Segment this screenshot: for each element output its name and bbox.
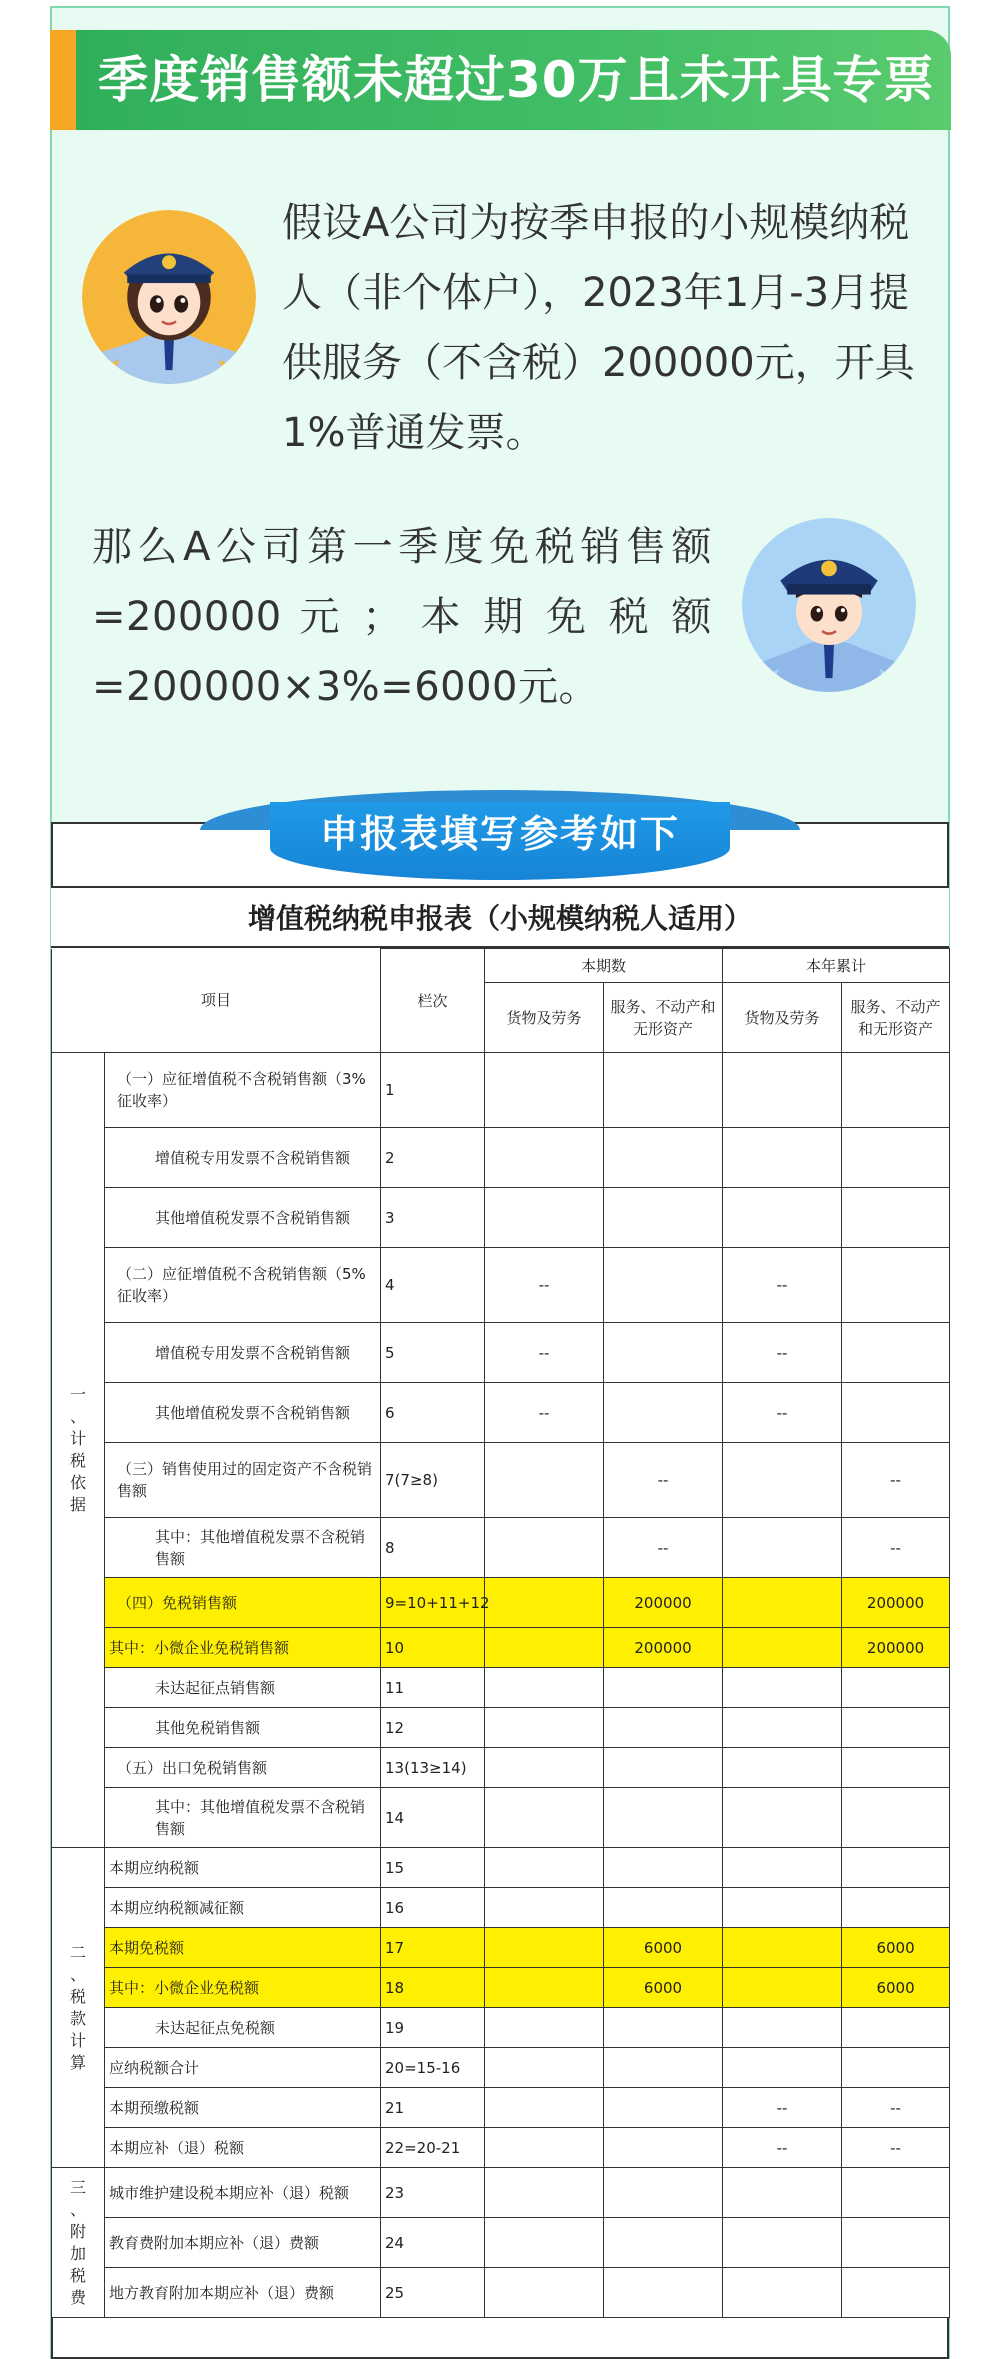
cell-current-services <box>604 1323 723 1383</box>
cell-current-goods <box>485 1053 604 1128</box>
cell-year-services <box>842 1708 950 1748</box>
row-column-no: 11 <box>381 1668 485 1708</box>
row-column-no: 8 <box>381 1518 485 1578</box>
row-item-label: 本期免税额 <box>105 1928 381 1968</box>
cell-year-goods <box>723 1518 842 1578</box>
female-tax-officer-avatar <box>82 210 256 384</box>
cell-current-goods <box>485 1628 604 1668</box>
row-column-no: 2 <box>381 1128 485 1188</box>
cell-year-goods <box>723 2268 842 2318</box>
table-row <box>52 1888 950 1928</box>
cell-current-services <box>604 2268 723 2318</box>
calculation-line-3: =200000×3%=6000元。 <box>92 664 599 710</box>
table-row <box>52 1383 950 1443</box>
cell-year-services: 200000 <box>842 1578 950 1628</box>
cell-year-goods <box>723 1888 842 1928</box>
cell-current-goods <box>485 2168 604 2218</box>
cell-current-goods <box>485 1928 604 1968</box>
table-row <box>52 2008 950 2048</box>
header-current-period: 本期数 <box>485 949 723 983</box>
title-banner <box>50 30 951 130</box>
row-column-no: 3 <box>381 1188 485 1248</box>
cell-year-services <box>842 2268 950 2318</box>
cell-current-goods <box>485 1888 604 1928</box>
row-item-label: 其中：小微企业免税额 <box>105 1968 381 2008</box>
row-item-label: 本期预缴税额 <box>105 2088 381 2128</box>
cell-current-services <box>604 1053 723 1128</box>
calculation-paragraph <box>92 512 712 722</box>
male-tax-officer-avatar <box>742 518 916 692</box>
cell-year-goods <box>723 1668 842 1708</box>
row-column-no: 6 <box>381 1383 485 1443</box>
header-year-cumulative: 本年累计 <box>723 949 950 983</box>
table-row <box>52 1668 950 1708</box>
calculation-line-1: 那么A公司第一季度免税销售额 <box>92 524 712 570</box>
section-tax-calculation: 二 、 税 款 计 算 <box>52 1848 105 2168</box>
cell-year-services <box>842 1128 950 1188</box>
scenario-paragraph: 假设A公司为按季申报的小规模纳税人（非个体户），2023年1月-3月提供服务（不含税）200000元，开具1%普通发票。 <box>282 200 915 456</box>
header-goods-labor-year: 货物及劳务 <box>723 983 842 1053</box>
row-column-no: 24 <box>381 2218 485 2268</box>
header-item: 项目 <box>52 949 381 1053</box>
table-row <box>52 1708 950 1748</box>
table-row <box>52 1968 950 2008</box>
row-column-no: 14 <box>381 1788 485 1848</box>
table-row <box>52 2218 950 2268</box>
row-item-label: 城市维护建设税本期应补（退）税额 <box>105 2168 381 2218</box>
row-column-no: 4 <box>381 1248 485 1323</box>
cell-current-goods <box>485 1708 604 1748</box>
cell-current-services <box>604 1128 723 1188</box>
row-column-no: 21 <box>381 2088 485 2128</box>
cell-year-goods <box>723 1188 842 1248</box>
row-item-label: 未达起征点销售额 <box>105 1668 381 1708</box>
cell-year-services: -- <box>842 1443 950 1518</box>
cell-year-goods <box>723 2048 842 2088</box>
row-item-label: 地方教育附加本期应补（退）费额 <box>105 2268 381 2318</box>
table-row <box>52 2168 950 2218</box>
row-item-label: （一）应征增值税不含税销售额（3%征收率） <box>105 1053 381 1128</box>
cell-year-services <box>842 2168 950 2218</box>
cell-year-services: 200000 <box>842 1628 950 1668</box>
cell-current-goods <box>485 1188 604 1248</box>
cell-year-goods <box>723 1788 842 1848</box>
cell-current-goods <box>485 2218 604 2268</box>
cell-year-services: 6000 <box>842 1968 950 2008</box>
row-column-no: 10 <box>381 1628 485 1668</box>
row-item-label: 其中：其他增值税发票不含税销售额 <box>105 1788 381 1848</box>
cell-current-goods <box>485 1788 604 1848</box>
cell-current-goods <box>485 2268 604 2318</box>
cell-current-services <box>604 2048 723 2088</box>
cell-current-services: 200000 <box>604 1578 723 1628</box>
row-column-no: 5 <box>381 1323 485 1383</box>
cell-year-goods: -- <box>723 2088 842 2128</box>
cell-year-services <box>842 1788 950 1848</box>
cell-year-services <box>842 1748 950 1788</box>
header-goods-labor-current: 货物及劳务 <box>485 983 604 1053</box>
cell-current-services <box>604 2168 723 2218</box>
cell-current-services <box>604 1668 723 1708</box>
table-row <box>52 1928 950 1968</box>
table-row <box>52 1128 950 1188</box>
cell-year-goods <box>723 1443 842 1518</box>
cell-year-goods <box>723 1128 842 1188</box>
table-row <box>52 2048 950 2088</box>
table-row <box>52 2088 950 2128</box>
cell-current-services <box>604 1748 723 1788</box>
row-item-label: （二）应征增值税不含税销售额（5%征收率） <box>105 1248 381 1323</box>
cell-current-goods <box>485 1848 604 1888</box>
table-row <box>52 1188 950 1248</box>
row-column-no: 12 <box>381 1708 485 1748</box>
cell-year-services <box>842 1668 950 1708</box>
table-row <box>52 1518 950 1578</box>
cell-year-services: 6000 <box>842 1928 950 1968</box>
vat-declaration-table <box>51 948 950 2318</box>
cell-year-goods <box>723 1708 842 1748</box>
ribbon-label: 申报表填写参考如下 <box>319 812 680 856</box>
row-item-label: 增值税专用发票不含税销售额 <box>105 1128 381 1188</box>
table-row <box>52 1053 950 1128</box>
row-item-label: 其他增值税发票不含税销售额 <box>105 1383 381 1443</box>
row-item-label: 本期应纳税额减征额 <box>105 1888 381 1928</box>
table-row <box>52 2268 950 2318</box>
cell-year-goods: -- <box>723 1248 842 1323</box>
cell-current-services: -- <box>604 1518 723 1578</box>
cell-year-services <box>842 1053 950 1128</box>
cell-current-goods <box>485 2088 604 2128</box>
cell-current-services <box>604 1708 723 1748</box>
cell-year-services <box>842 2048 950 2088</box>
row-item-label: 教育费附加本期应补（退）费额 <box>105 2218 381 2268</box>
table-row <box>52 1628 950 1668</box>
table-row <box>52 1578 950 1628</box>
row-column-no: 25 <box>381 2268 485 2318</box>
cell-year-goods: -- <box>723 1383 842 1443</box>
cell-year-goods <box>723 1848 842 1888</box>
cell-year-services: -- <box>842 2128 950 2168</box>
title-accent-stripe <box>50 30 76 130</box>
table-row <box>52 1443 950 1518</box>
cell-current-services: -- <box>604 1443 723 1518</box>
table-row <box>52 1848 950 1888</box>
cell-current-services <box>604 1848 723 1888</box>
row-column-no: 16 <box>381 1888 485 1928</box>
cell-current-goods <box>485 1748 604 1788</box>
row-item-label: 本期应纳税额 <box>105 1848 381 1888</box>
cell-year-services <box>842 1848 950 1888</box>
cell-year-services <box>842 1888 950 1928</box>
cell-year-services <box>842 1248 950 1323</box>
row-column-no: 23 <box>381 2168 485 2218</box>
row-item-label: （四）免税销售额 <box>105 1578 381 1628</box>
cell-current-services <box>604 1383 723 1443</box>
cell-year-goods <box>723 1928 842 1968</box>
cell-current-goods: -- <box>485 1323 604 1383</box>
row-column-no: 20=15-16 <box>381 2048 485 2088</box>
row-item-label: 未达起征点免税额 <box>105 2008 381 2048</box>
cell-current-goods: -- <box>485 1383 604 1443</box>
section-ribbon <box>200 790 800 890</box>
page-title: 季度销售额未超过30万且未开具专票 <box>98 51 935 109</box>
cell-current-services: 200000 <box>604 1628 723 1668</box>
cell-current-services <box>604 2088 723 2128</box>
cell-current-services <box>604 2218 723 2268</box>
cell-year-services: -- <box>842 2088 950 2128</box>
row-column-no: 9=10+11+12 <box>381 1578 485 1628</box>
row-item-label: 其他免税销售额 <box>105 1708 381 1748</box>
cell-current-goods: -- <box>485 1248 604 1323</box>
cell-current-services <box>604 2128 723 2168</box>
cell-current-services <box>604 1248 723 1323</box>
row-item-label: （五）出口免税销售额 <box>105 1748 381 1788</box>
cell-current-goods <box>485 1128 604 1188</box>
cell-current-services <box>604 1188 723 1248</box>
cell-year-goods <box>723 2218 842 2268</box>
section-surcharges: 三 、 附 加 税 费 <box>52 2168 105 2318</box>
row-column-no: 17 <box>381 1928 485 1968</box>
row-column-no: 19 <box>381 2008 485 2048</box>
cell-year-goods <box>723 1578 842 1628</box>
cell-current-services <box>604 1888 723 1928</box>
cell-year-goods <box>723 1748 842 1788</box>
cell-current-goods <box>485 1968 604 2008</box>
cell-year-services <box>842 2008 950 2048</box>
cell-current-goods <box>485 2128 604 2168</box>
table-row <box>52 1748 950 1788</box>
table-row <box>52 2128 950 2168</box>
row-item-label: （三）销售使用过的固定资产不含税销售额 <box>105 1443 381 1518</box>
row-item-label: 本期应补（退）税额 <box>105 2128 381 2168</box>
cell-current-goods <box>485 1518 604 1578</box>
section-tax-basis: 一 、 计 税 依 据 <box>52 1053 105 1848</box>
row-item-label: 其他增值税发票不含税销售额 <box>105 1188 381 1248</box>
cell-current-goods <box>485 1668 604 1708</box>
cell-current-goods <box>485 2008 604 2048</box>
table-row <box>52 1788 950 1848</box>
row-column-no: 18 <box>381 1968 485 2008</box>
header-column-no: 栏次 <box>381 949 485 1053</box>
cell-year-goods <box>723 2168 842 2218</box>
row-column-no: 15 <box>381 1848 485 1888</box>
cell-current-goods <box>485 2048 604 2088</box>
form-title: 增值税纳税申报表（小规模纳税人适用） <box>51 886 949 948</box>
cell-current-goods <box>485 1443 604 1518</box>
header-services-property-current: 服务、不动产和无形资产 <box>604 983 723 1053</box>
cell-current-goods <box>485 1578 604 1628</box>
cell-year-services: -- <box>842 1518 950 1578</box>
row-column-no: 7(7≥8) <box>381 1443 485 1518</box>
row-item-label: 增值税专用发票不含税销售额 <box>105 1323 381 1383</box>
row-item-label: 其中：小微企业免税销售额 <box>105 1628 381 1668</box>
header-services-property-year: 服务、不动产和无形资产 <box>842 983 950 1053</box>
cell-current-services <box>604 2008 723 2048</box>
cell-year-goods <box>723 2008 842 2048</box>
cell-year-services <box>842 1188 950 1248</box>
cell-year-goods <box>723 1053 842 1128</box>
cell-year-goods <box>723 1968 842 2008</box>
calculation-line-2: =200000 元 ； 本 期 免 税 额 <box>92 594 712 640</box>
table-row <box>52 1323 950 1383</box>
cell-year-goods <box>723 1628 842 1668</box>
cell-year-goods: -- <box>723 1323 842 1383</box>
cell-current-services: 6000 <box>604 1928 723 1968</box>
row-column-no: 22=20-21 <box>381 2128 485 2168</box>
cell-year-services <box>842 1383 950 1443</box>
cell-current-services: 6000 <box>604 1968 723 2008</box>
cell-year-goods: -- <box>723 2128 842 2168</box>
row-item-label: 应纳税额合计 <box>105 2048 381 2088</box>
table-row <box>52 1248 950 1323</box>
cell-year-services <box>842 2218 950 2268</box>
cell-current-services <box>604 1788 723 1848</box>
row-item-label: 其中：其他增值税发票不含税销售额 <box>105 1518 381 1578</box>
row-column-no: 1 <box>381 1053 485 1128</box>
row-column-no: 13(13≥14) <box>381 1748 485 1788</box>
cell-year-services <box>842 1323 950 1383</box>
